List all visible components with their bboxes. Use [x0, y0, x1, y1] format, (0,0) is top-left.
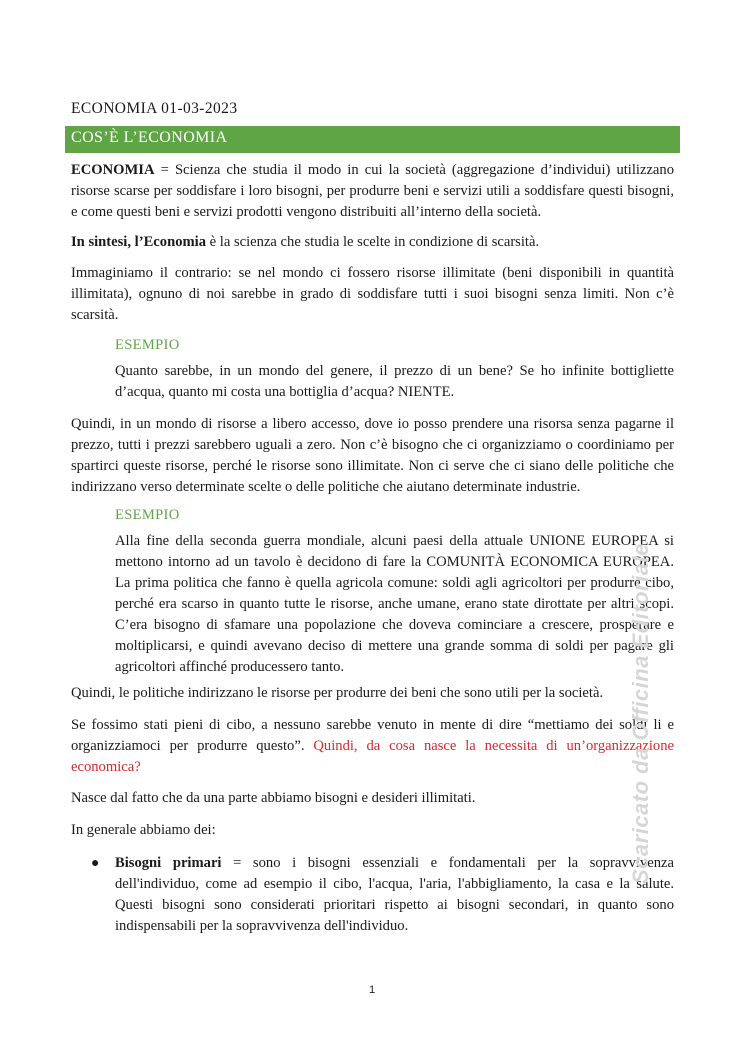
section-heading-bar	[65, 126, 680, 153]
paragraph-unlimited-needs: Nasce dal fatto che da una parte abbiamo bisogni e desideri illimitati.	[71, 790, 476, 806]
paragraph-policies: Quindi, le politiche indirizzano le risorse per produrre dei beni che sono utili per la società.	[71, 685, 604, 701]
paragraph-unlimited-resources: Immaginiamo il contrario: se nel mondo ci fossero risorse illimitate (beni disponibili in quantità illimitata), ognuno di noi sarebbe in grado di soddisfare tutti i suoi bisogni senza limiti. Non c’è scarsità.	[71, 265, 674, 323]
organization-question: Quindi, da cosa nasce la necessita di un’organizzazione economica?	[71, 738, 675, 775]
page-number: 1	[368, 984, 376, 996]
paragraph-free-access: Quindi, in un mondo di risorse a libero accesso, dove io posso prendere una risorsa senza pagarne il prezzo, tutti i prezzi sarebbero uguali a zero. Non c’è bisogno che ci organizziamo o coordiniamo per spartirci queste risorse, perché le risorse sono illimitate. Non ci serve che ci siano delle politiche che indirizzano verso determinate scelte o delle politiche che aiutano determinate industrie.	[71, 416, 674, 495]
primary-needs-text: = sono i bisogni essenziali e fondamentali per la sopravvivenza dell'individuo, come ad esempio il cibo, l'acqua, l'aria, l'abbigliamento, la casa e la salute. Questi bisogni sono considerati prioritari rispetto ai bisogni secondari, in quanto sono indispensabili per la sopravvivenza dell'individuo.	[115, 855, 675, 934]
paragraph-summary	[71, 232, 674, 253]
paragraph-needs-intro: In generale abbiamo dei:	[71, 822, 216, 838]
summary-lead: In sintesi, l’Economia	[71, 234, 207, 250]
food-text: Se fossimo stati pieni di cibo, a nessuno sarebbe venuto in mente di dire “mettiamo dei soldi li e organizziamoci per produrre questo”.	[71, 717, 674, 754]
example-heading-2: ESEMPIO	[115, 507, 180, 523]
paragraph-food-question	[71, 715, 674, 778]
bullet-dot-icon: ●	[91, 856, 100, 871]
summary-text: è la scienza che studia le scelte in condizione di scarsità.	[206, 234, 540, 250]
definition-term: ECONOMIA	[71, 162, 155, 178]
example-text-2: Alla fine della seconda guerra mondiale, alcuni paesi della attuale UNIONE EUROPEA si mettono intorno ad un tavolo è decidono di fare la COMUNITÀ ECONOMICA EUROPEA. La prima politica che fanno è quella agricola comune: soldi agli agricoltori per produrre cibo, perché era scarso in quanto tutte le risorse, anche umane, erano state dirottate per altri scopi. C’era bisogno di sfamare una popolazione che doveva cominciare a crescere, prosperare e moltiplicarsi, e quindi avevano deciso di mettere una grande somma di soldi per pagare gli agricoltori affinché producessero tanto.	[115, 533, 674, 675]
definition-text: = Scienza che studia il modo in cui la società (aggregazione d’individui) utilizzano risorse scarse per soddisfare i loro bisogni, per produrre beni e servizi utili a soddisfare questi bisogni, e come questi beni e servizi prodotti vengono distribuiti all’interno della società.	[71, 162, 674, 220]
example-heading-1: ESEMPIO	[115, 337, 180, 353]
primary-needs-term: Bisogni primari	[115, 855, 222, 871]
section-title: COS’È L’ECONOMIA	[71, 129, 228, 146]
watermark: Scaricato da Officina Editoriale	[628, 543, 653, 884]
document-date-header: ECONOMIA 01-03-2023	[71, 100, 238, 117]
paragraph-definition	[71, 160, 674, 223]
bullet-primary-needs	[115, 853, 674, 937]
example-text-1: Quanto sarebbe, in un mondo del genere, il prezzo di un bene? Se ho infinite bottigliette d’acqua, quanto mi costa una bottiglia d’acqua? NIENTE.	[115, 363, 674, 400]
